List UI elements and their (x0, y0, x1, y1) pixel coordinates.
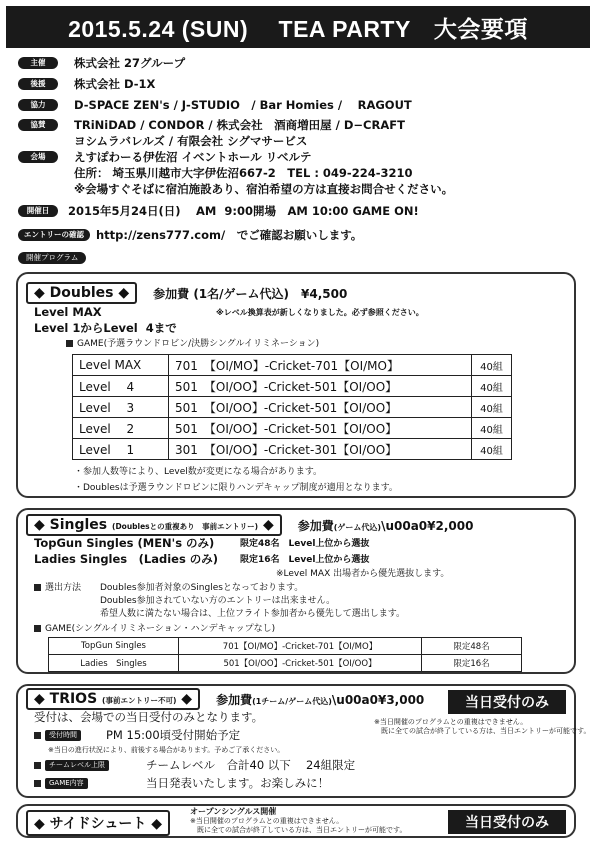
doubles-note-1: ・参加人数等により、Level数が変更になる場合があります。 (74, 467, 323, 477)
venue-lodging-note: ※会場すぐそばに宿泊施設あり、宿泊希望の方は直接お問合せください。 (74, 182, 454, 196)
venue-tag: 会場 (18, 151, 58, 163)
singles-limit-cell: 限定48名 (422, 638, 522, 655)
schedule-tag: 開催プログラム (18, 252, 86, 264)
table-row (49, 638, 522, 655)
info-organizer (18, 56, 185, 71)
side-shoot-panel (16, 804, 576, 838)
date-value: 2015年5月24日(日) AM 9:00開場 AM 10:00 GAME ON! (68, 204, 419, 218)
doubles-level-max: Level MAX (34, 305, 102, 319)
singles-max-note: ※Level MAX 出場者から優先選抜します。 (276, 569, 450, 579)
trios-title: ◆ TRIOS (事前エントリー不可) ◆ (26, 688, 200, 710)
game-cell: 701 【OI/MO】-Cricket-701【OI/MO】 (169, 355, 472, 376)
singles-method-label: 選出方法 (34, 582, 81, 594)
table-row (73, 376, 512, 397)
singles-topgun: TopGun Singles (MEN's のみ) (34, 536, 215, 550)
entry-tag: エントリーの確認 (18, 229, 90, 241)
game-cell: 501 【OI/OO】-Cricket-501【OI/OO】 (169, 376, 472, 397)
trios-side-note-2: 既に全ての試合が終了している方は、当日エントリーが可能です。 (374, 727, 591, 735)
game-cell: 501 【OI/OO】-Cricket-501【OI/OO】 (169, 418, 472, 439)
page-title: 2015.5.24 (SUN) TEA PARTY 大会要項 (6, 6, 590, 48)
info-cooperation (18, 98, 412, 113)
singles-header (26, 514, 473, 536)
doubles-note-2: ・Doublesは予選ラウンドロビンに限りハンデキャップ制度が適用となります。 (74, 483, 398, 493)
singles-game-label: GAME(シングルイリミネーション・ハンデキャップなし) (34, 623, 275, 635)
table-row (73, 397, 512, 418)
info-support (18, 77, 155, 92)
singles-fee: 参加費(ゲーム代込)\u00a0¥2,000 (297, 518, 474, 533)
venue-name: えすぽわーる伊佐沼 イベントホール リベルテ (74, 150, 312, 164)
team-count-cell: 40組 (472, 397, 512, 418)
side-shoot-open: オープンシングルス開催 (190, 807, 277, 816)
doubles-header (26, 282, 347, 304)
trios-level: チームレベル 合計40 以下 24組限定 (146, 758, 356, 772)
singles-game-cell: 701【OI/MO】-Cricket-701【OI/MO】 (179, 638, 422, 655)
game-cell: 501 【OI/OO】-Cricket-501【OI/OO】 (169, 397, 472, 418)
doubles-level-range: Level 1からLevel 4まで (34, 321, 177, 335)
side-shoot-note-2: 既に全ての試合が終了している方は、当日エントリーが可能です。 (190, 826, 407, 834)
side-shoot-note-1: ※当日開催のプログラムとの重複はできません。 (190, 817, 344, 825)
singles-panel (16, 508, 576, 674)
team-count-cell: 40組 (472, 418, 512, 439)
trios-game: 当日発表いたします。お楽しみに！ (146, 776, 330, 790)
organizer-tag: 主催 (18, 57, 58, 69)
sponsors-value: TRiNiDAD / CONDOR / 株式会社 酒商増田屋 / D−CRAFT (74, 118, 405, 132)
side-shoot-header (26, 810, 170, 836)
singles-limit-cell: 限定16名 (422, 655, 522, 672)
cooperation-tag: 協力 (18, 99, 58, 111)
square-bullet-icon (66, 340, 73, 347)
singles-method-2: Doubles参加されていない方のエントリーは出来ません。 (100, 596, 336, 606)
doubles-game-label: GAME(予選ラウンドロビン/決勝シングルイリミネーション) (66, 338, 319, 350)
support-value: 株式会社 D-1X (74, 77, 156, 91)
square-bullet-icon (34, 584, 41, 591)
trios-fee: 参加費(1チーム/ゲーム代込)\u00a0¥3,000 (216, 692, 425, 707)
info-date (18, 204, 419, 219)
game-cell: 301 【OI/OO】-Cricket-301【OI/OO】 (169, 439, 472, 460)
level-cell: Level 2 (73, 418, 169, 439)
organizer-value: 株式会社 27グループ (74, 56, 186, 70)
singles-game-cell: 501【OI/OO】-Cricket-501【OI/OO】 (179, 655, 422, 672)
sponsors-tag: 協賛 (18, 119, 58, 131)
square-bullet-icon (34, 762, 41, 769)
support-tag: 後援 (18, 78, 58, 90)
trios-panel (16, 684, 591, 798)
info-sponsors (18, 118, 405, 149)
level-cell: Level 3 (73, 397, 169, 418)
date-tag: 開催日 (18, 205, 58, 217)
info-venue (18, 150, 453, 197)
trios-line1: 受付は、会場での当日受付のみとなります。 (34, 710, 264, 724)
doubles-title: ◆ Doubles ◆ (26, 282, 137, 304)
side-shoot-title: ◆ サイドシュート ◆ (26, 810, 170, 836)
square-bullet-icon (34, 625, 41, 632)
side-shoot-same-day-badge: 当日受付のみ (448, 810, 566, 834)
doubles-fee: 参加費 (1名/ゲーム代込) ¥4,500 (153, 286, 348, 301)
trios-reception-note: ※当日の進行状況により、前後する場合があります。予めご了承ください。 (48, 746, 285, 754)
team-count-cell: 40組 (472, 439, 512, 460)
entry-value[interactable]: http://zens777.com/ でご確認お願いします。 (96, 228, 363, 242)
trios-level-label: チームレベル上限 (34, 760, 109, 772)
doubles-panel (16, 272, 576, 498)
singles-method-3: 希望人数に満たない場合は、上位フライト参加者から優先して選出します。 (100, 609, 406, 619)
table-row (73, 418, 512, 439)
trios-reception-label: 受付時間 (34, 730, 81, 742)
singles-ladies: Ladies Singles (Ladies のみ) (34, 552, 219, 566)
trios-same-day-badge: 当日受付のみ (448, 690, 566, 714)
square-bullet-icon (34, 732, 41, 739)
table-row (49, 655, 522, 672)
doubles-table (72, 354, 512, 460)
doubles-level-note: ※レベル換算表が新しくなりました。必ず参照ください。 (216, 308, 424, 317)
singles-method-1: Doubles参加者対象のSinglesとなっております。 (100, 583, 304, 593)
info-entry (18, 228, 362, 243)
table-row (73, 439, 512, 460)
singles-name-cell: TopGun Singles (49, 638, 179, 655)
singles-title: ◆ Singles (Doublesとの重複あり 事前エントリー) ◆ (26, 514, 282, 536)
table-row (73, 355, 512, 376)
trios-game-label: GAME内容 (34, 778, 88, 790)
level-cell: Level MAX (73, 355, 169, 376)
cooperation-value: D-SPACE ZEN's / J-STUDIO / Bar Homies / RAGOUT (74, 98, 412, 112)
singles-ladies-limit: 限定16名 Level上位から選抜 (240, 555, 370, 565)
trios-header (26, 688, 424, 710)
singles-name-cell: Ladies Singles (49, 655, 179, 672)
level-cell: Level 4 (73, 376, 169, 397)
sponsors-value-2: ヨシムラバレルズ / 有限会社 シグマサービス (74, 134, 308, 148)
square-bullet-icon (34, 780, 41, 787)
singles-table (48, 637, 522, 672)
team-count-cell: 40組 (472, 355, 512, 376)
singles-topgun-limit: 限定48名 Level上位から選抜 (240, 539, 370, 549)
trios-side-note-1: ※当日開催のプログラムとの重複はできません。 (374, 718, 528, 726)
trios-reception: PM 15:00頃受付開始予定 (106, 728, 241, 742)
team-count-cell: 40組 (472, 376, 512, 397)
venue-address: 住所： 埼玉県川越市大字伊佐沼667-2 TEL : 049-224-3210 (74, 166, 413, 180)
level-cell: Level 1 (73, 439, 169, 460)
